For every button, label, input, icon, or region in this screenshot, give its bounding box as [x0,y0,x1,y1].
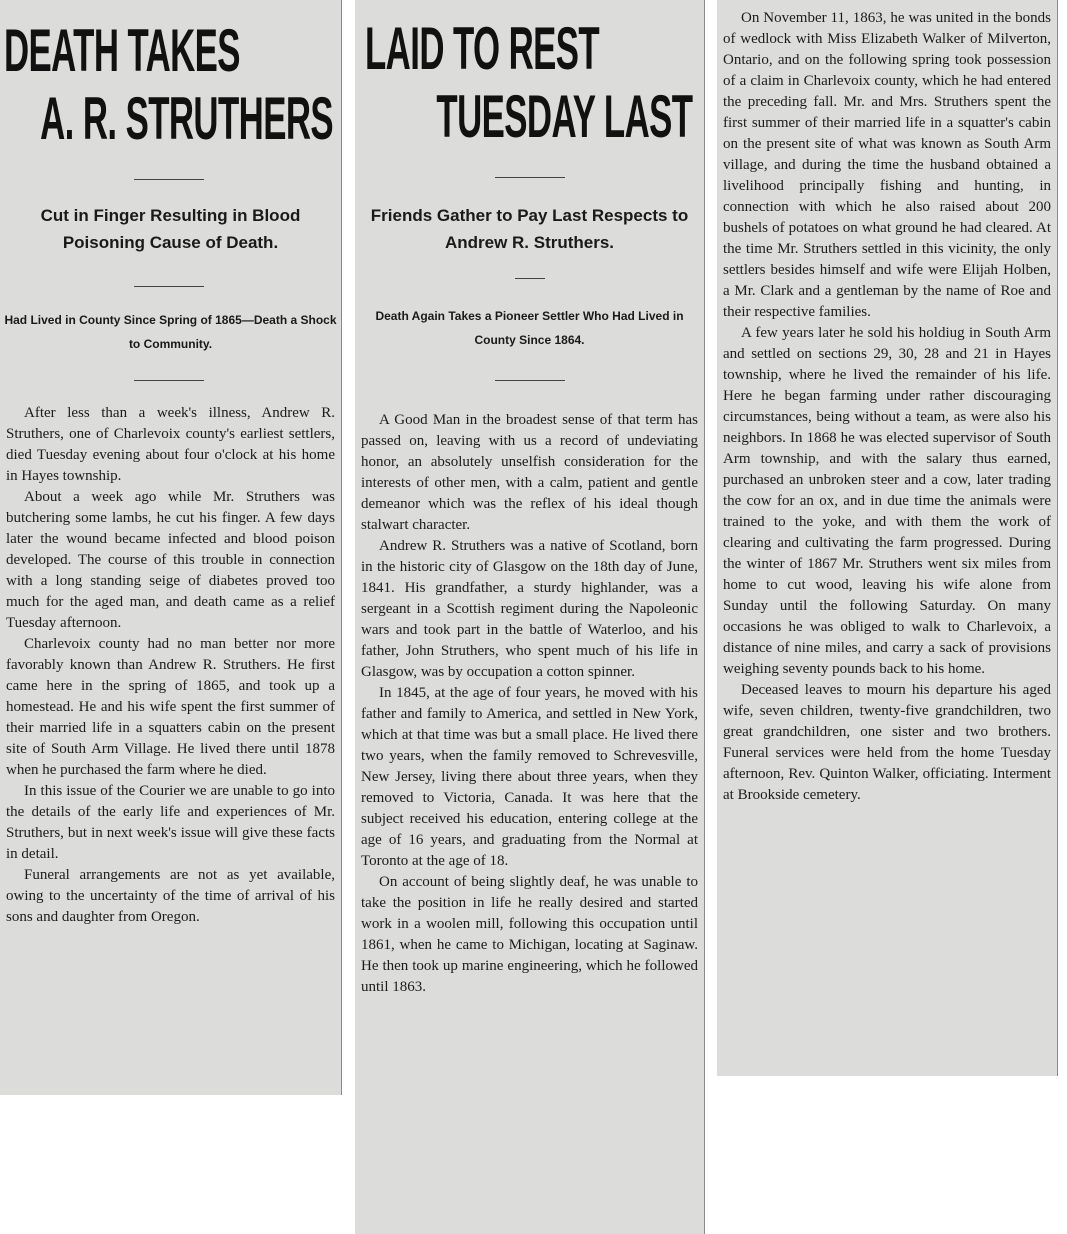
article-paragraph: In this issue of the Courier we are unable to go into the details of the early life and experiences of Mr. Struthers, but in next week's issue will give these facts in detail. [6,783,335,862]
article-paragraph: Deceased leaves to mourn his departure his aged wife, seven children, twenty-five grandchildren, two great grandchildren, one sister and two brothers. Funeral services were held from the home Tuesday afternoon, Rev. Quinton Walker, officiating. Interment at Brookside cemetery. [723,682,1051,803]
article-body [723,8,1051,806]
article-paragraph: On account of being slightly deaf, he was unable to take the position in life he really desired and started work in a woolen mill, following this occupation until 1861, when he came to Michigan, locating at Saginaw. He then took up marine engineering, which he followed until 1863. [361,874,698,995]
headline-line-1: DEATH TAKES [4,17,240,84]
headline-line-2: A. R. STRUTHERS [40,85,333,152]
headline-line-1: LAID TO REST [365,15,600,82]
article-paragraph: Charlevoix county had no man better nor more favorably known than Andrew R. Struthers. He first came here in the spring of 1865, and took up a homestead. He and his wife spent the first summer of their married life in a squatters cabin on the present site of South Arm Village. He lived there until 1878 when he purchased the farm where he died. [6,636,335,778]
article-paragraph: In 1845, at the age of four years, he moved with his father and family to America, and settled in New York, which at that time was but a small place. He lived there two years, when the family removed to Schrevesville, New Jersey, living there about three years, when they removed to Victoria, Canada. It was here that the subject received his education, entering college at the age of 16 years, and graduating from the Normal at Toronto at the age of 18. [361,685,698,869]
article-paragraph: On November 11, 1863, he was united in the bonds of wedlock with Miss Elizabeth Walker of Milverton, Ontario, and on the following spring took possession of a claim in Charlevoix county, which he had entered the preceding fall. Mr. and Mrs. Struthers spent the first summer of their married life in a squatter's cabin on the present site of what was known as South Arm village, and during the time the husband obtained a livelihood principally fishing and hunting, in connection with which he also raised about 200 bushels of potatoes on what ground he had cleared. At the time Mr. Struthers settled in this vicinity, the only settlers besides himself and wife were Elijah Holben, a Mr. Clark and a gentleman by the name of Roe and their respective families. [723,10,1051,320]
article-paragraph: Andrew R. Struthers was a native of Scotland, born in the historic city of Glasgow on the 18th day of June, 1841. His grandfather, a sturdy highlander, was a sergeant in a Scottish regiment during the Napoleonic wars and took part in the battle of Waterloo, and his father, John Struthers, who spent much of his life in Glasgow, was by occupation a cotton spinner. [361,538,698,680]
newspaper-clipping-continuation [717,0,1058,1076]
divider-rule [134,286,204,287]
article-paragraph: Funeral arrangements are not as yet available, owing to the uncertainty of the time of arrival of his sons and daughter from Oregon. [6,867,335,925]
divider-rule [495,380,565,381]
article-paragraph: A few years later he sold his holdiug in South Arm and settled on sections 29, 30, 28 and 21 in Hayes township, where he lived the remainder of his life. Here he began farming under rather discouraging circumstances, being without a team, as were also his neighbors. In 1868 he was elected supervisor of South Arm township, and with the salary thus earned, purchased an unbroken steer and a cow, later trading the cow for an ox, and in due time the animals were trained to the yoke, and with them the work of clearing and cultivating the farm progressed. During the winter of 1867 Mr. Struthers went six miles from home to cut wood, leaving his wife alone from Sunday until the following Saturday. On many occasions he was obliged to walk to Charlevoix, a distance of nine miles, and carry a sack of provisions weighing seventy pounds back to his home. [723,325,1051,677]
subheadline: Friends Gather to Pay Last Respects to Andrew R. Struthers. [370,206,689,252]
article-paragraph: A Good Man in the broadest sense of that term has passed on, leaving with us a record of undeviating honor, an absolutely unselfish consideration for the interests of other men, with a calm, patient and gentle demeanor which was the reflex of his ideal though stalwart character. [361,412,698,533]
secondary-deck: Had Lived in County Since Spring of 1865—Death a Shock to Community. [4,313,337,351]
article-paragraph: After less than a week's illness, Andrew R. Struthers, one of Charlevoix county's earliest settlers, died Tuesday evening about four o'clock at his home in Hayes township. [6,405,335,484]
headline-line-2: TUESDAY LAST [435,83,692,150]
newspaper-clipping-funeral-notice [355,0,705,1234]
divider-rule [134,380,204,381]
divider-rule [495,177,565,178]
article-body [361,410,698,998]
divider-rule [134,179,204,180]
secondary-deck: Death Again Takes a Pioneer Settler Who Had Lived in County Since 1864. [375,309,684,347]
newspaper-clipping-death-notice [0,0,342,1095]
subheadline: Cut in Finger Resulting in Blood Poisoning Cause of Death. [40,206,301,252]
divider-rule [515,278,545,279]
article-body [6,403,335,928]
article-paragraph: About a week ago while Mr. Struthers was butchering some lambs, he cut his finger. A few days later the wound became infected and blood poison developed. The course of this trouble in connection with a long standing seige of diabetes proved too much for the aged man, and death came as a relief Tuesday afternoon. [6,489,335,631]
